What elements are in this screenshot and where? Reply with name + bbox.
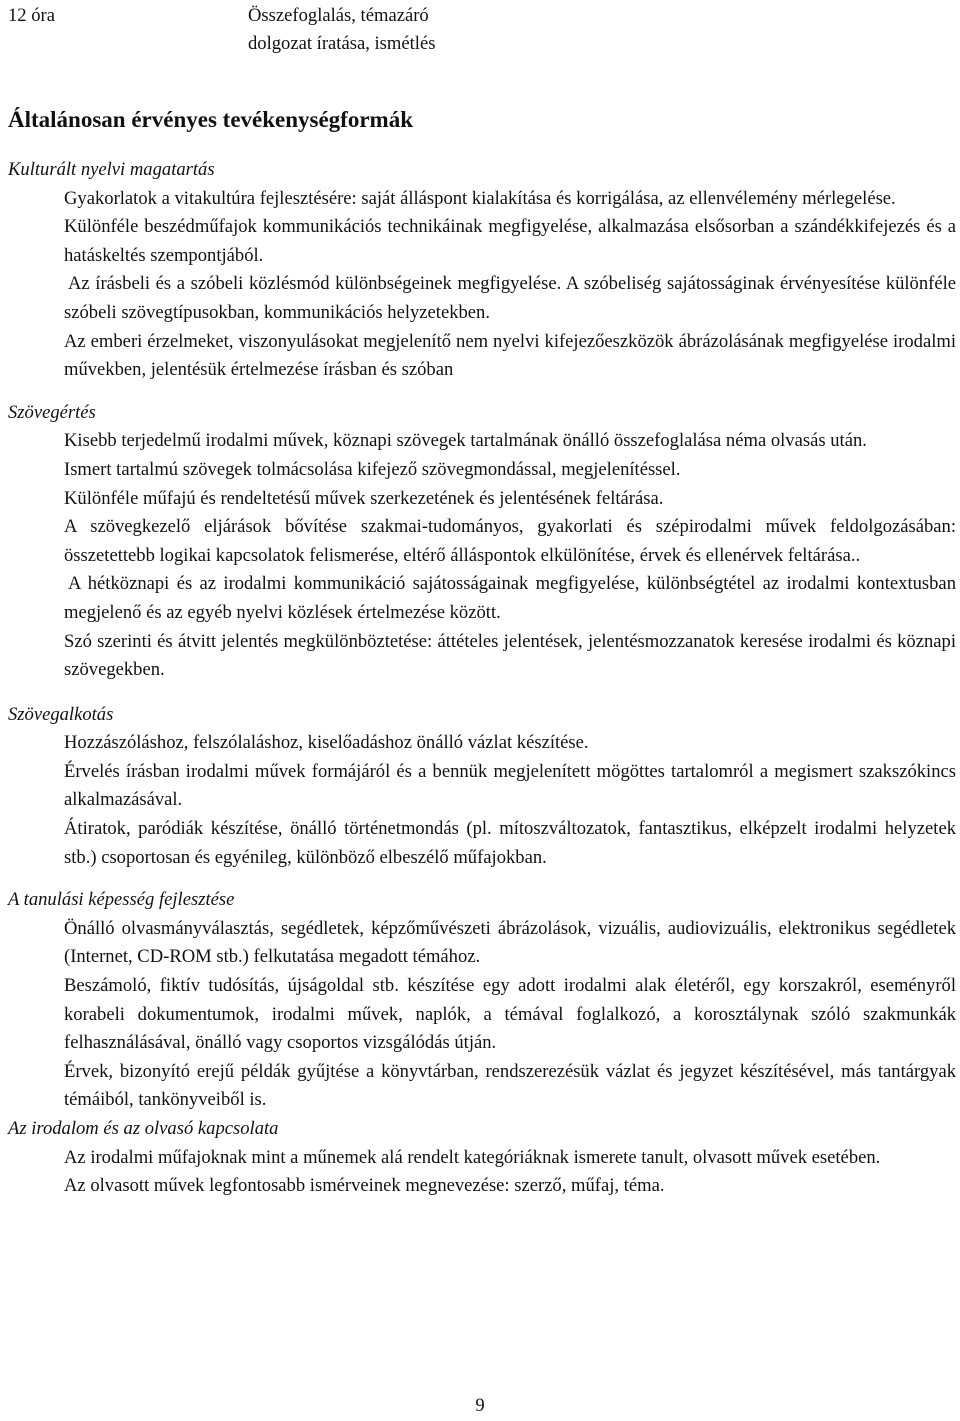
document-body <box>8 156 956 1201</box>
section-heading: A tanulási képesség fejlesztése <box>8 889 235 911</box>
section-heading: Az irodalom és az olvasó kapcsolata <box>8 1118 279 1139</box>
paragraph: Ismert tartalmú szövegek tolmácsolása kifejező szövegmondással, megjelenítéssel. <box>64 458 681 480</box>
paragraph: A szövegkezelő eljárások bővítése szakmai-tudományos, gyakorlati és szépirodalmi művek feldolgozásában: összetettebb logikai kapcsolatok felismerése, eltérő álláspontok elkülönítése, érvek és ellenérvek feltárása.. <box>64 516 956 566</box>
paragraph: Az emberi érzelmeket, viszonyulásokat megjelenítő nem nyelvi kifejezőeszközök ábrázolásának megfigyelése irodalmi művekben, jelentésük értelmezése írásban és szóban <box>64 330 956 381</box>
lesson-count: 12 óra <box>8 5 55 26</box>
paragraph: Érvelés írásban irodalmi művek formájáról és a bennük megjelenített mögöttes tartalomról a megismert szakszókincs alkalmazásával. <box>64 760 956 811</box>
lesson-description-line-2: dolgozat íratása, ismétlés <box>248 33 436 54</box>
paragraph: Különféle beszédműfajok kommunikációs technikáinak megfigyelése, alkalmazása elsősorban a szándékkifejezés és a hatáskeltés szempontjából. <box>64 216 956 266</box>
section-szovegertes <box>8 399 956 685</box>
section-heading: Szövegértés <box>8 401 96 423</box>
paragraph: Az olvasott művek legfontosabb ismérveinek megnevezése: szerző, műfaj, téma. <box>64 1175 665 1197</box>
paragraph: Kisebb terjedelmű irodalmi művek, köznapi szövegek tartalmának önálló összefoglalása néma olvasás után. <box>64 430 867 452</box>
paragraph: Érvek, bizonyító erejű példák gyűjtése a könyvtárban, rendszerezésük vázlat és jegyzet készítésével, más tantárgyak témáiból, tankönyveiből is. <box>64 1060 956 1111</box>
section-tanulasi-kepesseg <box>8 886 956 1115</box>
paragraph: Különféle műfajú és rendeltetésű művek szerkezetének és jelentésének feltárása. <box>64 487 664 509</box>
lesson-description-line-1: Összefoglalás, témazáró <box>248 5 429 26</box>
page-header <box>8 2 952 58</box>
paragraph: Gyakorlatok a vitakultúra fejlesztésére: saját álláspont kialakítása és korrigálása, az ellenvélemény mérlegelése. <box>64 187 896 209</box>
page-number: 9 <box>475 1395 485 1416</box>
paragraph: A hétköznapi és az irodalmi kommunikáció sajátosságainak megfigyelése, különbségtétel az irodalmi kontextusban megjelenő és az egyéb nyelvi közlések értelmezése között. <box>64 573 956 623</box>
paragraph: Önálló olvasmányválasztás, segédletek, képzőművészeti ábrázolások, vizuális, audiovizuális, elektronikus segédletek (Internet, CD-ROM stb.) felkutatása megadott témához. <box>64 917 956 968</box>
section-heading: Kulturált nyelvi magatartás <box>8 159 215 180</box>
paragraph: Az irodalmi műfajoknak mint a műnemek alá rendelt kategóriáknak ismerete tanult, olvasott művek esetében. <box>64 1146 881 1168</box>
section-szovegalkotas <box>8 701 956 873</box>
section-irodalom-es-olvaso <box>8 1115 956 1201</box>
paragraph: Az írásbeli és a szóbeli közlésmód különbségeinek megfigyelése. A szóbeliség sajátosságinak érvényesítése különféle szóbeli szövegtípusokban, kommunikációs helyzetekben. <box>64 273 956 323</box>
paragraph: Szó szerinti és átvitt jelentés megkülönböztetése: áttételes jelentések, jelentésmozzanatok keresése irodalmi és köznapi szövegekben. <box>64 630 956 681</box>
paragraph: Hozzászóláshoz, felszólaláshoz, kiselőadáshoz önálló vázlat készítése. <box>64 732 589 754</box>
lesson-description <box>248 2 728 58</box>
paragraph: Átiratok, paródiák készítése, önálló történetmondás (pl. mítoszváltozatok, fantasztikus, elképzelt irodalmi helyzetek stb.) csoportosan és egyénileg, különböző elbeszélő műfajokban. <box>64 818 956 868</box>
paragraph: Beszámoló, fiktív tudósítás, újságoldal stb. készítése egy adott irodalmi alak életéről, egy korszakról, eseményről korabeli dokumentumok, irodalmi művek, naplók, a témával foglalkozó, a korosztálynak szóló szakmunkák felhasználásával, önálló vagy csoportos vizsgálódás útján. <box>64 975 956 1054</box>
section-heading: Szövegalkotás <box>8 703 114 725</box>
page-title: Általánosan érvényes tevékenységformák <box>8 107 414 132</box>
section-kulturalt-nyelvi-magatartas <box>8 156 956 385</box>
